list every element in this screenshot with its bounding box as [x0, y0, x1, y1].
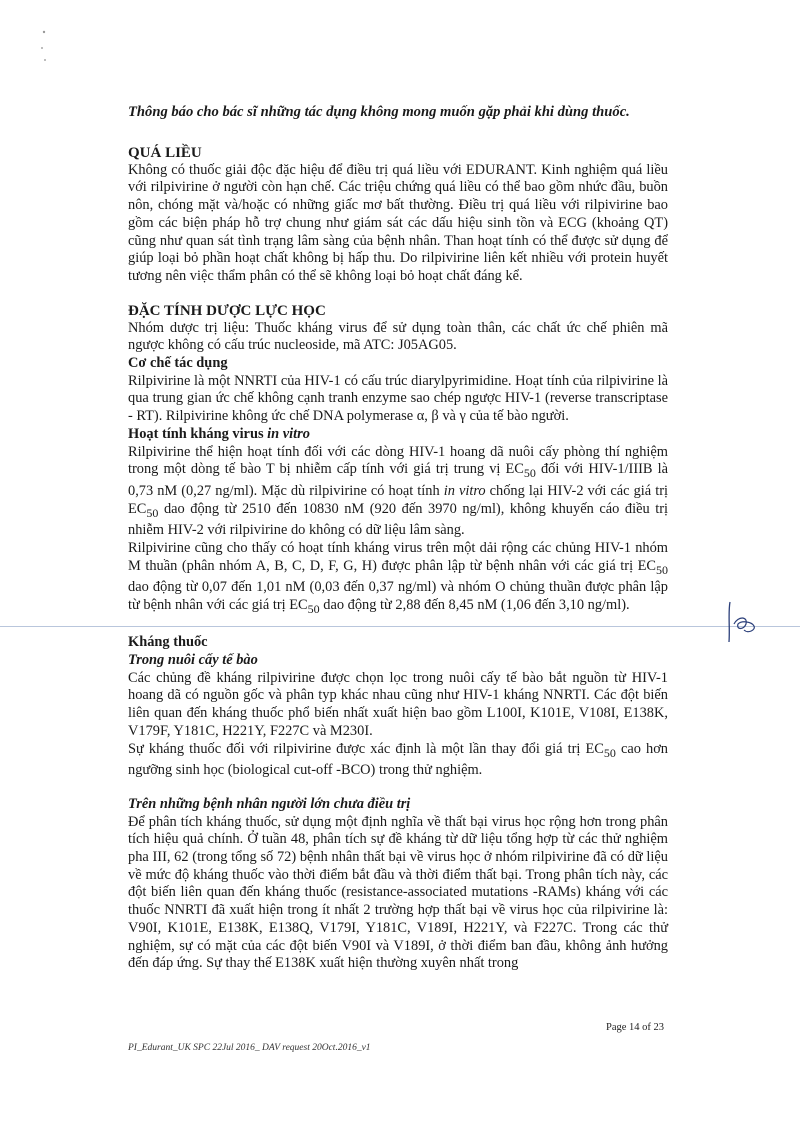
handwritten-initial-icon	[724, 598, 764, 644]
scan-divider-line	[0, 626, 800, 627]
mechanism-heading: Cơ chế tác dụng	[128, 355, 228, 372]
antiviral-heading-italic: in vitro	[267, 425, 310, 442]
document-content	[128, 104, 668, 973]
pharmacodynamics-body: Nhóm dược trị liệu: Thuốc kháng virus để sử dụng toàn thân, các chất ức chế phiên mã ngược không có cấu trúc nucleoside, mã ATC: J05AG05.	[128, 319, 668, 354]
treatment-naive-adults-body: Để phân tích kháng thuốc, sử dụng một định nghĩa về thất bại virus học rộng hơn trong phân tích hiệu quả chính. Ở tuần 48, phân tích sự đề kháng từ dữ liệu tổng hợp từ các thử nghiệm pha III, 62 (trong tổng số 72) bệnh nhân thất bại về virus học ở nhóm rilpivirine đã có dữ liệu về mức độ kháng thuốc vào thời điểm bắt đầu và thời điểm thất bại. Trong phân tích này, các đột biến liên quan đến kháng thuốc (resistance-associated mutations -RAMs) kháng với các thuốc NNRTI đã xuất hiện trong ít nhất 2 trường hợp thất bại về virus học của rilpivirine là: V90I, K101E, E138K, E138Q, V179I, Y181C, V189I, H221Y, và F227C. Trong các thử nghiệm, sự có mặt của các đột biến V90I và V189I, ở thời điểm ban đầu, không ảnh hưởng đến đáp ứng. Sự thay thế E138K xuất hiện thường xuyên nhất trong	[128, 813, 668, 972]
mechanism-body: Rilpivirine là một NNRTI của HIV-1 có cấu trúc diarylpyrimidine. Hoạt tính của rilpivirine là qua trung gian ức chế không cạnh tranh enzyme sao chép ngược HIV-1 (reverse transcriptase - RT). Rilpivirine không ức chế DNA polymerase α, β và γ của tế bào người.	[128, 372, 668, 425]
page-number: Page 14 of 23	[606, 1022, 665, 1033]
antiviral-heading-text: Hoạt tính kháng virus	[128, 425, 268, 442]
treatment-naive-adults-heading: Trên những bệnh nhân người lớn chưa điều trị	[128, 795, 411, 812]
pharmacodynamics-heading: ĐẶC TÍNH DƯỢC LỰC HỌC	[128, 302, 326, 319]
antiviral-paragraph-2: Rilpivirine cũng cho thấy có hoạt tính kháng virus trên một dải rộng các chủng HIV-1 nhóm M thuần (phân nhóm A, B, C, D, F, G, H) được phân lập từ bệnh nhân với các giá trị $EC_{50}$ dao động từ 0,07 đến 1,01 nM (0,03 đến 0,37 ng/ml) và nhóm O chủng thuần được phân lập từ bệnh nhân với các giá trị $EC_{50}$ dao động từ 2,88 đến 8,45 nM (1,06 đến 3,10 ng/ml).	[128, 539, 668, 616]
cell-culture-body: Các chủng đề kháng rilpivirine được chọn lọc trong nuôi cấy tế bào bắt nguồn từ HIV-1 hoang dã có nguồn gốc và phân typ khác nhau cũng như HIV-1 kháng NNRTI. Các đột biến liên quan đến kháng thuốc phổ biến nhất xuất hiện bao gồm L100I, K101E, V108I, E138K, V179F, Y181C, H221Y, F227C và M230I.	[128, 669, 668, 739]
cell-culture-body-2: Sự kháng thuốc đối với rilpivirine được xác định là một lần thay đổi giá trị $EC_{50}$ cao hơn ngưỡng sinh học (biological cut-off -BCO) trong thử nghiệm.	[128, 740, 668, 779]
scan-mark-icon	[36, 28, 52, 64]
intro-note: Thông báo cho bác sĩ những tác dụng không mong muốn gặp phải khi dùng thuốc.	[128, 104, 630, 120]
footer-document-id: PI_Edurant_UK SPC 22Jul 2016_ DAV request 20Oct.2016_v1	[128, 1043, 371, 1053]
overdose-body: Không có thuốc giải độc đặc hiệu để điều trị quá liều với EDURANT. Kinh nghiệm quá liều với rilpivirine ở người còn hạn chế. Các triệu chứng quá liều có thể bao gồm nhức đầu, buồn nôn, chóng mặt và/hoặc có những giấc mơ bất thường. Điều trị quá liều với rilpivirine bao gồm các biện pháp hỗ trợ chung như giám sát các dấu hiệu sinh tồn và ECG (khoảng QT) cũng như quan sát tình trạng lâm sàng của bệnh nhân. Than hoạt tính có thể được sử dụng để giúp loại bỏ phần hoạt chất không bị hấp thu. Do rilpivirine liên kết nhiều với protein huyết tương nên việc thẩm phân có thể sẽ không loại bỏ hoạt chất đáng kể.	[128, 161, 668, 284]
resistance-heading: Kháng thuốc	[128, 634, 208, 651]
antiviral-paragraph-1: Rilpivirine thể hiện hoạt tính đối với các dòng HIV-1 hoang dã nuôi cấy phòng thí nghiệm trong một dòng tế bào T bị nhiễm cấp tính với giá trị trung vị $EC_{50}$ đối với HIV-1/IIIB là 0,73 nM (0,27 ng/ml). Mặc dù rilpivirine có hoạt tính in vitro chống lại HIV-2 với các giá trị $EC_{50}$ dao động từ 2510 đến 10830 nM (920 đến 3970 ng/ml), không khuyến cáo điều trị nhiễm HIV-2 với rilpivirine do không có dữ liệu lâm sàng.	[128, 443, 668, 539]
antiviral-heading	[128, 426, 668, 444]
overdose-heading: QUÁ LIỀU	[128, 144, 202, 161]
cell-culture-heading: Trong nuôi cấy tế bào	[128, 652, 258, 669]
